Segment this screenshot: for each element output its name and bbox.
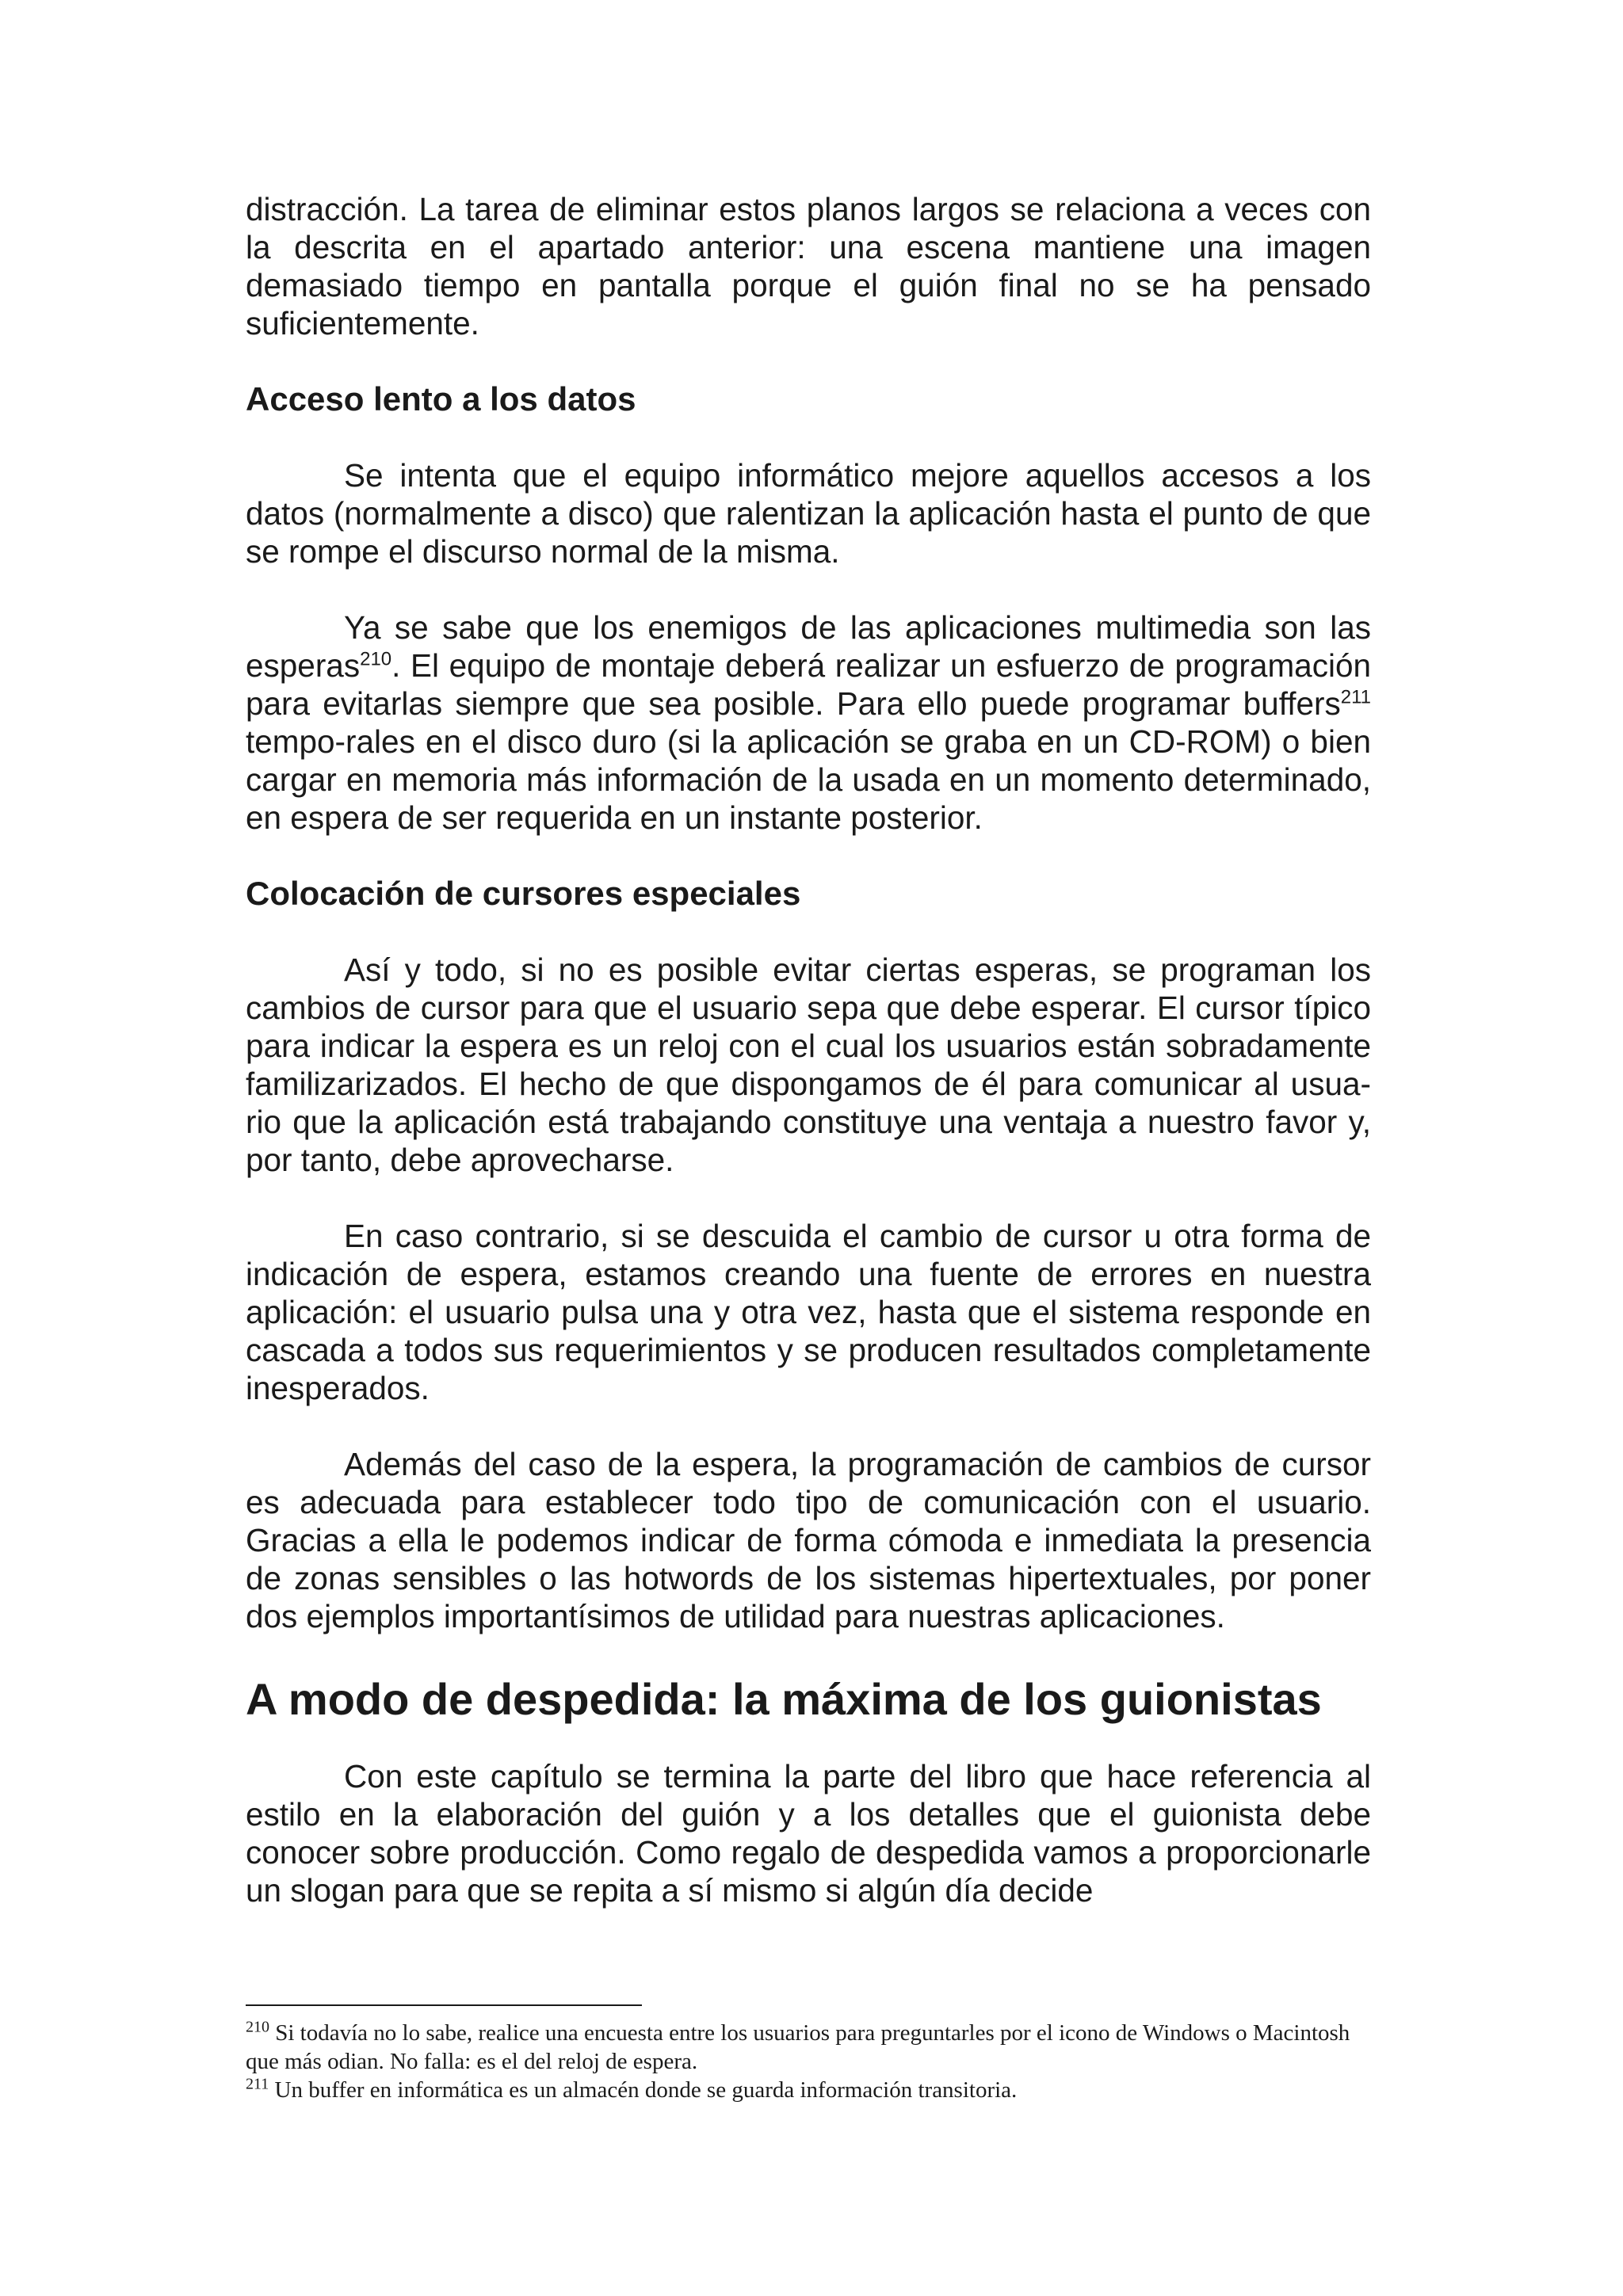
heading-cursores: Colocación de cursores especiales xyxy=(246,875,801,912)
footnote-number: 211 xyxy=(246,2075,269,2093)
paragraph-esperas-part3: tempo-rales en el disco duro (si la aplicación se graba en un CD-ROM) o bien cargar en memoria más información de la usada en un momento determinado, en espera de ser requerida en un instante posterior. xyxy=(246,723,1371,836)
paragraph-continuation: distracción. La tarea de eliminar estos planos largos se relaciona a veces con la descrita en el apartado anterior: una escena mantiene una imagen demasiado tiempo en pantalla porque el guión final no se ha pensado suficientemente. xyxy=(246,191,1371,341)
paragraph-caso-contrario: En caso contrario, si se descuida el cambio de cursor u otra forma de indicación de espera, estamos creando una fuente de errores en nuestra aplicación: el usuario pulsa una y otra vez, hasta que el sistema responde en cascada a todos sus requerimientos y se producen resultados completamente inesperados. xyxy=(246,1218,1371,1406)
footnote-text: Si todavía no lo sabe, realice una encuesta entre los usuarios para preguntarles por el icono de Windows o Macintosh que más odian. No falla: es el del reloj de espera. xyxy=(246,2020,1350,2074)
paragraph-esperas xyxy=(246,608,1371,837)
footnote-211 xyxy=(246,2076,1371,2104)
footnote-text: Un buffer en informática es un almacén donde se guarda información transitoria. xyxy=(274,2077,1018,2103)
heading-despedida: A modo de despedida: la máxima de los guionistas xyxy=(246,1674,1322,1724)
page-body xyxy=(246,190,1371,1909)
paragraph-despedida: Con este capítulo se termina la parte del libro que hace referencia al estilo en la elaboración del guión y a los detalles que el guionista debe conocer sobre producción. Como regalo de despedida vamos a proporcionarle un slogan para que se repita a sí mismo si algún día decide xyxy=(246,1758,1371,1909)
paragraph-esperas-part1: Ya se sabe que los enemigos de las aplicaciones multimedia son las esperas xyxy=(246,609,1371,684)
footnotes xyxy=(246,2004,1371,2104)
footnote-divider xyxy=(246,2004,642,2006)
footnote-ref-211: 211 xyxy=(1340,686,1371,708)
footnote-210 xyxy=(246,2019,1371,2076)
heading-acceso-lento: Acceso lento a los datos xyxy=(246,380,636,418)
paragraph-ademas: Además del caso de la espera, la programación de cambios de cursor es adecuada para establecer todo tipo de comunicación con el usuario. Gracias a ella le podemos indicar de forma cómoda e inmediata la presencia de zonas sensibles o las hotwords de los sistemas hipertextuales, por poner dos ejemplos importantísimos de utilidad para nuestras aplicaciones. xyxy=(246,1446,1371,1634)
footnote-ref-210: 210 xyxy=(360,648,392,670)
footnote-number: 210 xyxy=(246,2018,269,2036)
paragraph-acceso: Se intenta que el equipo informático mejore aquellos accesos a los datos (normalmente a disco) que ralentizan la aplicación hasta el punto de que se rompe el discurso normal de la misma. xyxy=(246,457,1371,570)
paragraph-esperas-part2: . El equipo de montaje deberá realizar un esfuerzo de programación para evitarlas siempre que sea posible. Para ello puede programar buffers xyxy=(246,647,1371,722)
paragraph-cursores: Así y todo, si no es posible evitar ciertas esperas, se programan los cambios de cursor para que el usuario sepa que debe esperar. El cursor típico para indicar la espera es un reloj con el cual los usuarios están sobradamente familizarizados. El hecho de que dispongamos de él para comunicar al usua-rio que la aplicación está trabajando constituye una ventaja a nuestro favor y, por tanto, debe aprovecharse. xyxy=(246,952,1371,1178)
